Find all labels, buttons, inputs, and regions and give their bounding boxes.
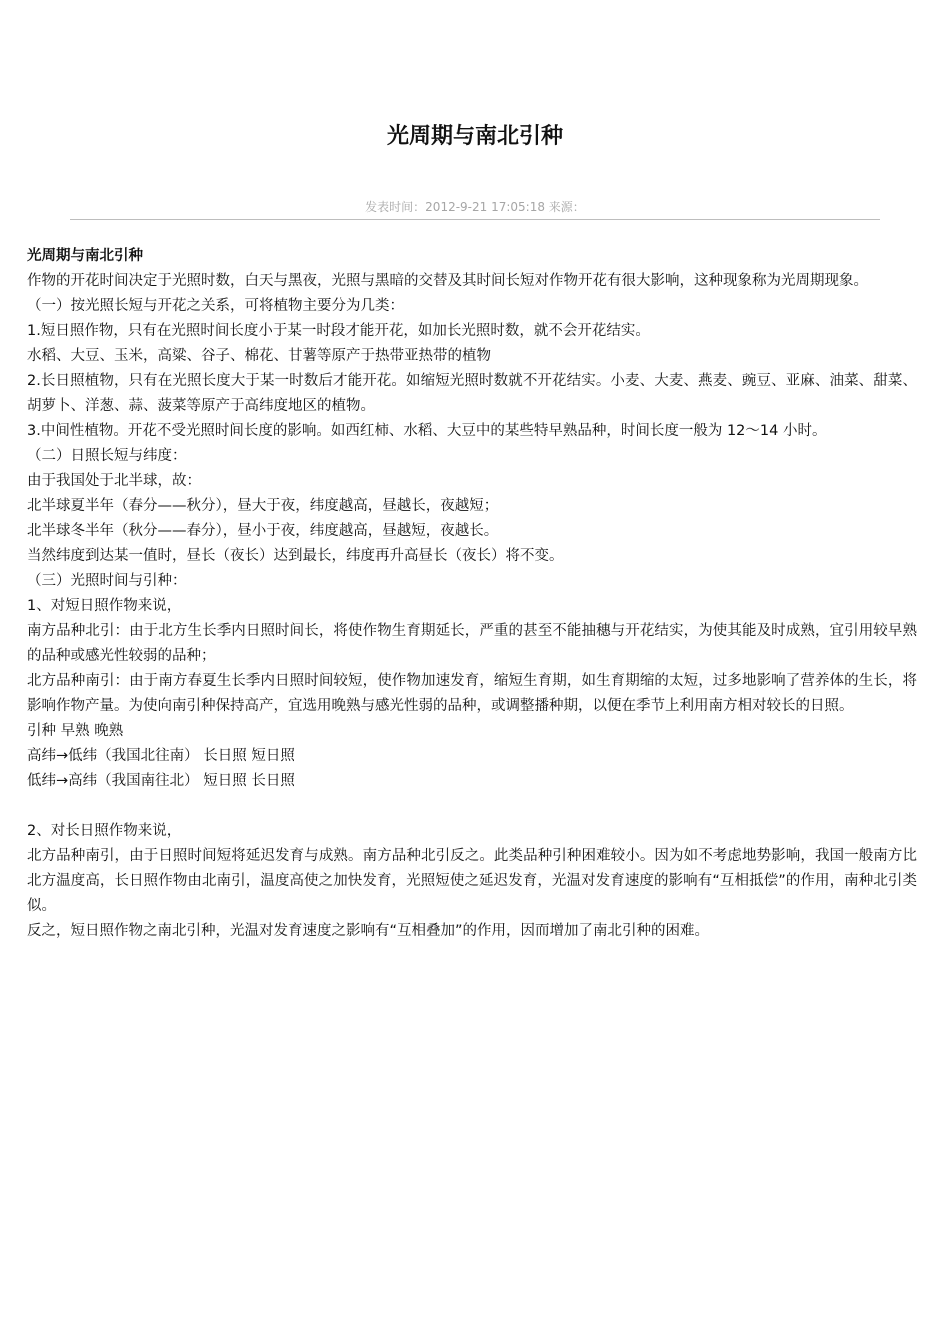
paragraph: 水稻、大豆、玉米，高粱、谷子、棉花、甘薯等原产于热带亚热带的植物 xyxy=(27,348,491,364)
article-body xyxy=(27,244,917,944)
paragraph: 1、对短日照作物来说， xyxy=(27,598,182,614)
paragraph: 引种 早熟 晚熟 xyxy=(27,723,124,739)
publish-meta: 发表时间：2012-9-21 17:05:18 来源： xyxy=(365,200,585,214)
paragraph: （一）按光照长短与开花之关系，可将植物主要分为几类： xyxy=(27,298,404,314)
paragraph: 当然纬度到达某一值时，昼长（夜长）达到最长，纬度再升高昼长（夜长）将不变。 xyxy=(27,548,564,564)
article-heading: 光周期与南北引种 xyxy=(27,248,143,264)
paragraph: 由于我国处于北半球，故： xyxy=(27,473,201,489)
paragraph: 高纬→低纬（我国北往南） 长日照 短日照 xyxy=(27,748,295,764)
paragraph: （三）光照时间与引种： xyxy=(27,573,187,589)
page-title: 光周期与南北引种 xyxy=(386,124,563,149)
paragraph: 反之，短日照作物之南北引种，光温对发育速度之影响有“互相叠加”的作用，因而增加了南北引种的困难。 xyxy=(27,923,710,939)
paragraph: 2.长日照植物，只有在光照长度大于某一时数后才能开花。如缩短光照时数就不开花结实。小麦、大麦、燕麦、豌豆、亚麻、油菜、甜菜、胡萝卜、洋葱、蒜、菠菜等原产于高纬度地区的植物。 xyxy=(27,373,917,414)
paragraph: 北半球冬半年（秋分——春分），昼小于夜，纬度越高，昼越短，夜越长。 xyxy=(27,523,499,539)
paragraph: 1.短日照作物，只有在光照时间长度小于某一时段才能开花，如加长光照时数，就不会开花结实。 xyxy=(27,323,650,339)
divider xyxy=(70,219,880,220)
paragraph: 3.中间性植物。开花不受光照时间长度的影响。如西红柿、水稻、大豆中的某些特早熟品种，时间长度一般为 12～14 小时。 xyxy=(27,423,827,439)
paragraph: 南方品种北引：由于北方生长季内日照时间长，将使作物生育期延长，严重的甚至不能抽穗与开花结实，为使其能及时成熟，宜引用较早熟的品种或感光性较弱的品种； xyxy=(27,623,917,664)
paragraph: 2、对长日照作物来说， xyxy=(27,823,182,839)
paragraph: 低纬→高纬（我国南往北） 短日照 长日照 xyxy=(27,773,295,789)
blank-line xyxy=(27,794,917,819)
paragraph: 北方品种南引：由于南方春夏生长季内日照时间较短，使作物加速发育，缩短生育期，如生育期缩的太短，过多地影响了营养体的生长，将影响作物产量。为使向南引种保持高产，宜选用晚熟与感光性弱的品种，或调整播种期，以便在季节上利用南方相对较长的日照。 xyxy=(27,673,917,714)
paragraph: 作物的开花时间决定于光照时数，白天与黑夜，光照与黑暗的交替及其时间长短对作物开花有很大影响，这种现象称为光周期现象。 xyxy=(27,273,868,289)
paragraph: （二）日照长短与纬度： xyxy=(27,448,187,464)
paragraph: 北半球夏半年（春分——秋分），昼大于夜，纬度越高，昼越长，夜越短； xyxy=(27,498,499,514)
paragraph: 北方品种南引，由于日照时间短将延迟发育与成熟。南方品种北引反之。此类品种引种困难较小。因为如不考虑地势影响，我国一般南方比北方温度高，长日照作物由北南引，温度高使之加快发育，光照短使之延迟发育，光温对发育速度的影响有“互相抵偿”的作用，南种北引类似。 xyxy=(27,848,917,914)
